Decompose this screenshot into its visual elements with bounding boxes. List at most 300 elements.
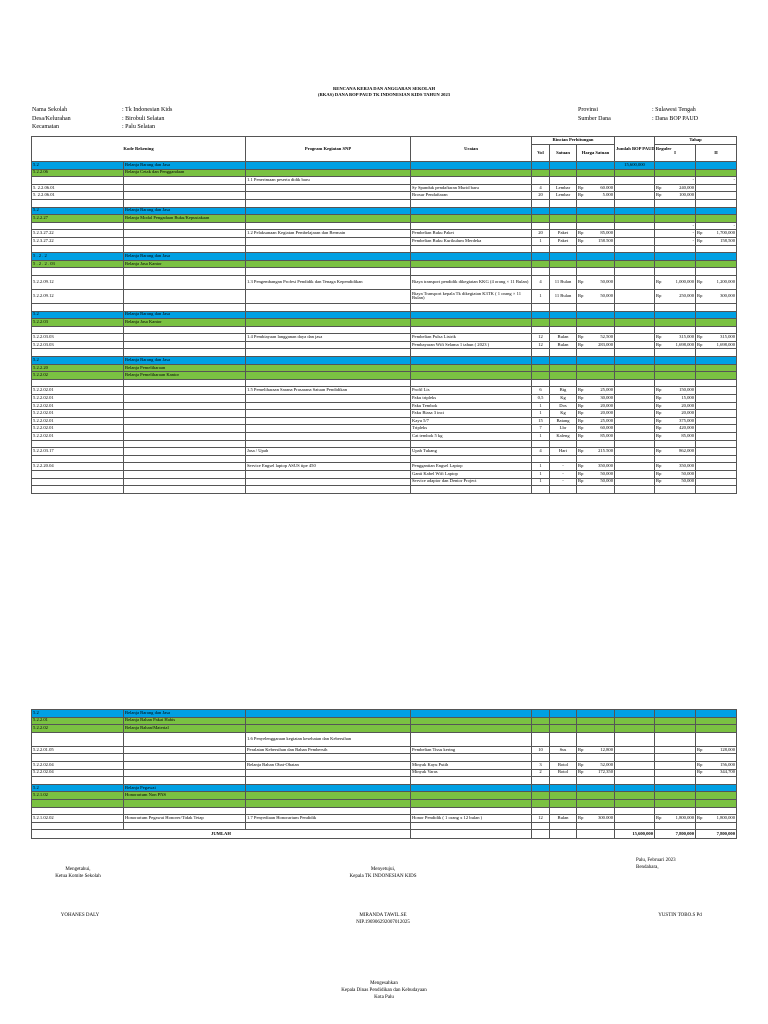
cell-rekening-name <box>124 387 246 395</box>
currency-label: Rp <box>578 425 584 431</box>
cell-satuan: Bulan <box>550 334 577 342</box>
cell-tahap-2 <box>696 289 737 303</box>
harga-value: 350,000 <box>598 463 613 469</box>
header-vol: Vol <box>532 145 550 162</box>
cell-kode-rekening: 5.2 <box>32 162 124 170</box>
info-value: : Dana BOP PAUD <box>652 115 699 122</box>
cell-harga <box>577 387 615 395</box>
cell-vol <box>532 777 550 785</box>
currency-label: Rp <box>578 448 584 454</box>
cell-jumlah <box>615 319 655 327</box>
cell-vol: 0,5 <box>532 395 550 403</box>
cell-kode-rekening: 5.2.2.02.01 <box>32 387 124 395</box>
currency-label: Rp <box>656 394 662 400</box>
budget-item-row <box>32 815 737 823</box>
cell-tahap-1 <box>655 387 696 395</box>
cell-tahap-1 <box>655 341 696 349</box>
currency-label: Rp <box>578 394 584 400</box>
cell-program <box>246 215 411 223</box>
cell-jumlah <box>615 215 655 223</box>
cell-harga <box>577 746 615 754</box>
budget-item-row <box>32 222 737 230</box>
cell-program <box>246 260 411 268</box>
cell-jumlah <box>615 364 655 372</box>
cell-program <box>246 253 411 261</box>
cell-satuan: Btg <box>550 387 577 395</box>
category-row <box>32 260 737 268</box>
cell-vol: 7 <box>532 425 550 433</box>
cell-jumlah <box>615 410 655 418</box>
cell-vol <box>532 732 550 746</box>
cell-tahap-2 <box>696 486 737 494</box>
cell-uraian <box>411 455 532 463</box>
cell-uraian: Cat tembok 5 kg <box>411 433 532 441</box>
budget-table <box>31 136 737 494</box>
cell-uraian: Tripleks <box>411 425 532 433</box>
cell-kode-rekening: 5.2.2.20.04 <box>32 463 124 471</box>
currency-label: Rp <box>697 334 703 340</box>
cell-uraian: Sy Spanduk pendaftaran Murid baru <box>411 184 532 192</box>
budget-item-row <box>32 402 737 410</box>
cell-harga <box>577 448 615 456</box>
cell-rekening-name <box>124 237 246 245</box>
blank-row <box>32 326 737 334</box>
info-value: : Sulawesi Tengah <box>652 107 696 113</box>
signature-middle-name <box>318 912 448 926</box>
cell-jumlah <box>615 253 655 261</box>
cell-jumlah <box>615 341 655 349</box>
currency-label: Rp <box>578 746 584 752</box>
cell-jumlah <box>615 230 655 238</box>
cell-tahap-1 <box>655 199 696 207</box>
cell-vol <box>532 177 550 185</box>
budget-item-row <box>32 341 737 349</box>
currency-label: Rp <box>578 279 584 284</box>
document-subtitle: (RKAS) DANA BOP PAUD TK INDONESIAN KIDS TAHUN 2023 <box>317 92 451 97</box>
cell-tahap-2 <box>696 237 737 245</box>
cell-rekening-name <box>124 184 246 192</box>
cell-vol: 1 <box>532 237 550 245</box>
cell-tahap-1 <box>655 357 696 365</box>
cell-program <box>246 303 411 311</box>
cell-vol <box>532 455 550 463</box>
cell-tahap-2 <box>696 177 737 185</box>
cell-rekening-name <box>124 245 246 253</box>
cell-rekening-name: Belanja Cetak dan Penggandaan <box>124 169 246 177</box>
cell-tahap-1 <box>655 486 696 494</box>
cell-kode-rekening <box>32 268 124 276</box>
cell-kode-rekening: 5 . 2 . 2 . 03 <box>32 260 124 268</box>
cell-vol <box>532 169 550 177</box>
cell-uraian <box>411 784 532 792</box>
cell-rekening-name <box>124 754 246 762</box>
cell-uraian: Minyak Kayu Putih <box>411 761 532 769</box>
cell-jumlah <box>615 177 655 185</box>
cell-tahap-2 <box>696 463 737 471</box>
cell-tahap-2 <box>696 387 737 395</box>
currency-label: Rp <box>578 769 584 775</box>
cell-harga <box>577 349 615 357</box>
cell-uraian: Kayu 5/7 <box>411 417 532 425</box>
total-label: JUMLAH <box>32 830 411 839</box>
header-tahap-2: II <box>696 145 737 162</box>
cell-harga <box>577 207 615 215</box>
cell-uraian: Pembelian Tissu kering <box>411 746 532 754</box>
cell-uraian <box>411 268 532 276</box>
cell-uraian <box>411 222 532 230</box>
cell-uraian: Paku Biasa 3 inci <box>411 410 532 418</box>
cell-satuan <box>550 326 577 334</box>
currency-label: Rp <box>697 769 703 775</box>
cell-rekening-name: Belanja Pemeliharaan Kantor <box>124 372 246 380</box>
cell-kode-rekening: 5.2.2.01 <box>32 717 124 725</box>
cell-program: Peralatan Kebersihan dan Bahan Pembersih <box>246 746 411 754</box>
cell-uraian <box>411 372 532 380</box>
signature-left <box>28 866 128 880</box>
budget-item-row <box>32 275 737 289</box>
cell-vol <box>532 357 550 365</box>
cell-vol <box>532 440 550 448</box>
tahap-value: 156,000 <box>720 761 735 767</box>
cell-tahap-1 <box>655 319 696 327</box>
cell-program <box>246 379 411 387</box>
cell-vol: 4 <box>532 275 550 289</box>
cell-kode-rekening: 5.2.2.03 <box>32 319 124 327</box>
cell-rekening-name <box>124 395 246 403</box>
budget-item-row <box>32 448 737 456</box>
tahap-value: 1,698,000 <box>716 341 736 347</box>
category-row <box>32 311 737 319</box>
harga-value: 85,000 <box>600 432 613 438</box>
cell-tahap-1 <box>655 364 696 372</box>
cell-program <box>246 807 411 815</box>
cell-rekening-name <box>124 222 246 230</box>
cell-rekening-name: Belanja Barang dan Jasa <box>124 710 246 718</box>
cell-tahap-2 <box>696 470 737 478</box>
cell-harga <box>577 237 615 245</box>
cell-harga <box>577 357 615 365</box>
cell-tahap-1 <box>655 303 696 311</box>
cell-program: 1.1 Penerimaan peserta didik baru <box>246 177 411 185</box>
cell-tahap-1 <box>655 192 696 200</box>
cell-satuan: Paket <box>550 237 577 245</box>
cell-jumlah <box>615 395 655 403</box>
cell-vol: 1 <box>532 470 550 478</box>
cell-jumlah <box>615 237 655 245</box>
cell-rekening-name <box>124 341 246 349</box>
cell-satuan: Bulan <box>550 341 577 349</box>
cell-vol <box>532 319 550 327</box>
cell-harga <box>577 275 615 289</box>
cell-program <box>246 417 411 425</box>
cell-satuan <box>550 710 577 718</box>
cell-program <box>246 192 411 200</box>
cell-jumlah <box>615 417 655 425</box>
tahap-value: 1,698,000 <box>675 341 694 347</box>
cell-harga <box>577 162 615 170</box>
cell-uraian <box>411 207 532 215</box>
cell-tahap-2 <box>696 364 737 372</box>
cell-harga <box>577 311 615 319</box>
cell-rekening-name: Belanja Barang dan Jasa <box>124 162 246 170</box>
cell-uraian: Pembelian Buku Paket <box>411 230 532 238</box>
cell-uraian <box>411 311 532 319</box>
cell-jumlah <box>615 746 655 754</box>
currency-label: Rp <box>656 478 662 484</box>
category-row <box>32 207 737 215</box>
currency-label: Rp <box>656 184 662 190</box>
budget-item-row <box>32 237 737 245</box>
cell-tahap-1 <box>655 230 696 238</box>
cell-uraian <box>411 754 532 762</box>
cell-tahap-1 <box>655 268 696 276</box>
cell-harga <box>577 732 615 746</box>
cell-kode-rekening <box>32 732 124 746</box>
currency-label: Rp <box>578 192 584 198</box>
category-row <box>32 792 737 800</box>
blank-row <box>32 486 737 494</box>
cell-vol <box>532 784 550 792</box>
cell-harga <box>577 486 615 494</box>
cell-tahap-2 <box>696 478 737 486</box>
cell-harga <box>577 184 615 192</box>
cell-harga <box>577 199 615 207</box>
cell-tahap-1 <box>655 245 696 253</box>
header-tahap-1: I <box>655 145 696 162</box>
harga-value: 50,000 <box>600 293 613 298</box>
info-label: Sumber Dana <box>578 115 611 122</box>
cell-uraian <box>411 822 532 830</box>
cell-rekening-name <box>124 268 246 276</box>
total-tahap-2: 7,800,000 <box>696 830 737 839</box>
cell-harga <box>577 395 615 403</box>
cell-tahap-1 <box>655 463 696 471</box>
cell-tahap-1 <box>655 207 696 215</box>
cell-program <box>246 237 411 245</box>
cell-rekening-name <box>124 379 246 387</box>
cell-uraian <box>411 349 532 357</box>
cell-tahap-2 <box>696 311 737 319</box>
cell-harga <box>577 341 615 349</box>
blank-row <box>32 199 737 207</box>
cell-rekening-name: Honorarium Non PNS <box>124 792 246 800</box>
cell-rekening-name <box>124 455 246 463</box>
cell-vol: 4 <box>532 448 550 456</box>
header-tahap: Tahap <box>655 137 737 145</box>
signature-date <box>636 857 676 871</box>
cell-uraian: Honor Pendidik ( 1 orang x 12 bulan ) <box>411 815 532 823</box>
cell-harga <box>577 440 615 448</box>
currency-label: Rp <box>656 470 662 476</box>
cell-harga <box>577 268 615 276</box>
cell-tahap-2 <box>696 169 737 177</box>
cell-jumlah <box>615 710 655 718</box>
currency-label: Rp <box>697 293 703 298</box>
cell-program <box>246 784 411 792</box>
cell-vol: 1 <box>532 463 550 471</box>
cell-rekening-name <box>124 478 246 486</box>
blank-row <box>32 440 737 448</box>
cell-rekening-name: Belanja Jasa Kantor <box>124 319 246 327</box>
cell-rekening-name <box>124 177 246 185</box>
cell-vol <box>532 792 550 800</box>
cell-kode-rekening: 5.2.2.03.17 <box>32 448 124 456</box>
cell-kode-rekening: 5.2.2.02.04 <box>32 769 124 777</box>
tahap-value: 250,000 <box>679 293 694 298</box>
cell-program <box>246 357 411 365</box>
cell-kode-rekening <box>32 177 124 185</box>
cell-kode-rekening: 5.2.3.27.22 <box>32 237 124 245</box>
currency-label: Rp <box>656 279 662 284</box>
cell-kode-rekening: 5. 2.2.06.01 <box>32 192 124 200</box>
cell-harga <box>577 364 615 372</box>
cell-jumlah <box>615 311 655 319</box>
cell-program <box>246 725 411 733</box>
cell-tahap-2 <box>696 815 737 823</box>
cell-program <box>246 799 411 807</box>
cell-jumlah <box>615 784 655 792</box>
cell-program <box>246 169 411 177</box>
cell-tahap-1 <box>655 184 696 192</box>
cell-rekening-name <box>124 732 246 746</box>
harga-value: 52,500 <box>600 334 613 340</box>
cell-rekening-name <box>124 303 246 311</box>
cell-rekening-name <box>124 192 246 200</box>
cell-tahap-1 <box>655 761 696 769</box>
cell-vol: 20 <box>532 230 550 238</box>
cell-kode-rekening <box>32 478 124 486</box>
total-row <box>32 830 737 839</box>
cell-kode-rekening: 5.2.2.02.01 <box>32 395 124 403</box>
tahap-value: 158,500 <box>720 237 736 243</box>
cell-satuan <box>550 169 577 177</box>
cell-rekening-name: Belanja Bahan/Material <box>124 725 246 733</box>
cell-program: Belanja Bahan Obat-Obatan <box>246 761 411 769</box>
tahap-value: 1,800,000 <box>716 815 735 821</box>
tahap-value: 50,000 <box>681 470 694 476</box>
cell-tahap-1 <box>655 732 696 746</box>
harga-value: 60,000 <box>600 425 613 431</box>
cell-uraian <box>411 357 532 365</box>
cell-tahap-2 <box>696 455 737 463</box>
cell-tahap-2 <box>696 440 737 448</box>
category-row <box>32 725 737 733</box>
cell-uraian: Biaya transport pendidik dikegiatan KKG (4 orang × 11 Bulan) <box>411 275 532 289</box>
cell-tahap-1 <box>655 717 696 725</box>
cell-jumlah <box>615 289 655 303</box>
budget-table-continued <box>31 709 737 839</box>
tahap-value: 128,000 <box>720 746 735 752</box>
cell-uraian: Upah Tukang <box>411 448 532 456</box>
category-row <box>32 799 737 807</box>
cell-uraian <box>411 379 532 387</box>
category-row <box>32 319 737 327</box>
budget-item-row <box>32 761 737 769</box>
cell-program: Jasa / Upah <box>246 448 411 456</box>
cell-jumlah <box>615 486 655 494</box>
cell-kode-rekening <box>32 807 124 815</box>
cell-rekening-name <box>124 275 246 289</box>
budget-item-row <box>32 184 737 192</box>
cell-satuan: Dos <box>550 402 577 410</box>
blank-row <box>32 303 737 311</box>
budget-item-row <box>32 177 737 185</box>
cell-satuan <box>550 260 577 268</box>
cell-tahap-1 <box>655 725 696 733</box>
cell-harga <box>577 303 615 311</box>
header-kode-rekening: Kode Rekening <box>32 137 246 162</box>
cell-program: 1.5 Pemeliharaan Sarana Prasarana Satuan Pendidikan <box>246 387 411 395</box>
currency-label: Rp <box>697 237 703 243</box>
cell-vol <box>532 245 550 253</box>
cell-tahap-2 <box>696 303 737 311</box>
cell-program <box>246 455 411 463</box>
harga-value: 215.500 <box>598 448 613 454</box>
cell-program: Service Engsel laptop ASUS tipe 450 <box>246 463 411 471</box>
currency-label: Rp <box>578 230 584 236</box>
cell-tahap-1 <box>655 349 696 357</box>
bottom-title-2: Kepala Dinas Pendidikan dan Kebudayaan <box>341 988 427 993</box>
cell-uraian <box>411 303 532 311</box>
tahap-value: 150,000 <box>679 387 694 393</box>
cell-jumlah: 15,600,000 <box>615 162 655 170</box>
cell-uraian: Paku Tembok <box>411 402 532 410</box>
cell-rekening-name <box>124 440 246 448</box>
cell-harga <box>577 455 615 463</box>
cell-kode-rekening <box>32 486 124 494</box>
cell-uraian <box>411 177 532 185</box>
cell-harga <box>577 761 615 769</box>
tahap-value: 85,000 <box>681 432 694 438</box>
cell-jumlah <box>615 822 655 830</box>
bottom-title-1: Mengesahkan <box>370 981 398 986</box>
cell-vol <box>532 807 550 815</box>
info-value: : Birobuli Selatan <box>122 115 165 122</box>
cell-rekening-name <box>124 410 246 418</box>
cell-satuan: Hari <box>550 448 577 456</box>
tahap-value: 20,000 <box>681 402 694 408</box>
tahap-value: - <box>733 177 736 183</box>
cell-tahap-1 <box>655 237 696 245</box>
harga-value: 20,000 <box>600 410 613 416</box>
tahap-value: 100,000 <box>679 192 694 198</box>
cell-rekening-name <box>124 326 246 334</box>
cell-tahap-2 <box>696 822 737 830</box>
budget-item-row <box>32 387 737 395</box>
cell-jumlah <box>615 184 655 192</box>
cell-uraian: Minyak Varas <box>411 769 532 777</box>
cell-kode-rekening: 5 . 2 . 2 <box>32 253 124 261</box>
cell-tahap-2 <box>696 357 737 365</box>
cell-harga <box>577 754 615 762</box>
cell-harga <box>577 777 615 785</box>
cell-vol <box>532 725 550 733</box>
cell-vol <box>532 486 550 494</box>
cell-jumlah <box>615 387 655 395</box>
tahap-value: 1,200,000 <box>716 279 736 284</box>
cell-harga <box>577 289 615 303</box>
cell-rekening-name <box>124 433 246 441</box>
cell-satuan <box>550 245 577 253</box>
cell-vol: 1 <box>532 289 550 303</box>
cell-satuan: Paket <box>550 230 577 238</box>
cell-kode-rekening: 5.2.2.02.01 <box>32 425 124 433</box>
cell-uraian <box>411 162 532 170</box>
cell-jumlah <box>615 463 655 471</box>
cell-tahap-2 <box>696 402 737 410</box>
cell-vol <box>532 349 550 357</box>
cell-jumlah <box>615 455 655 463</box>
